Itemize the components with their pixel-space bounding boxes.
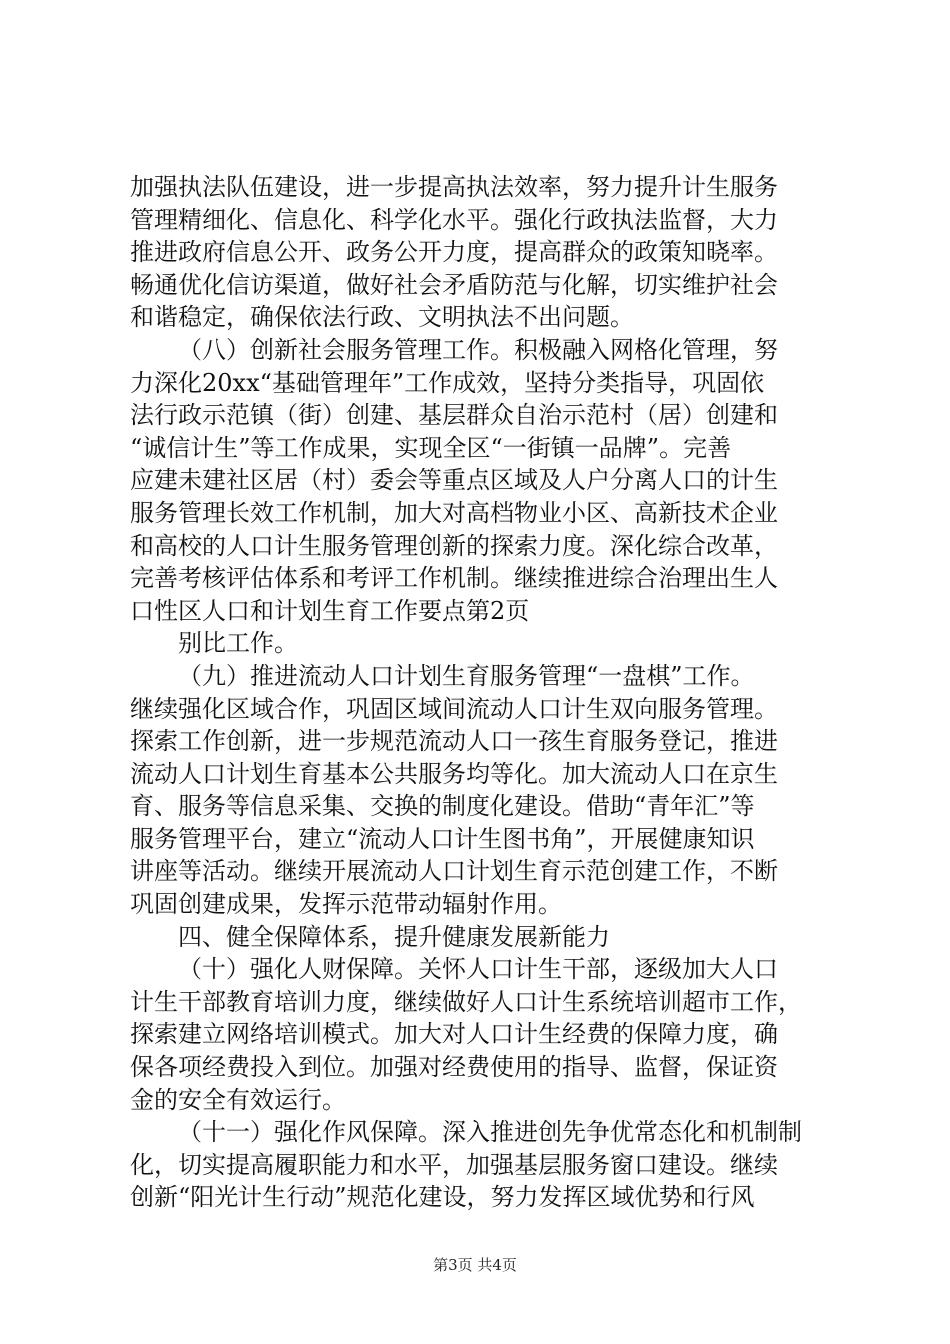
text-line: （八）创新社会服务管理工作。积极融入网格化管理，努 <box>178 335 778 364</box>
document-body <box>130 171 830 1214</box>
text-line: 巩固创建成果，发挥示范带动辐射作用。 <box>130 890 562 919</box>
text-line: 金的安全有效运行。 <box>130 1085 346 1114</box>
text-line: 法行政示范镇（街）创建、基层群众自治示范村（居）创建和 <box>130 401 778 430</box>
page-number-footer: 第3页 共4页 <box>433 1256 517 1274</box>
text-line: 育、服务等信息采集、交换的制度化建设。借助“青年汇”等 <box>130 792 755 821</box>
section-heading: 四、健全保障体系，提升健康发展新能力 <box>178 922 610 951</box>
text-line: 完善考核评估体系和考评工作机制。继续推进综合治理出生人 <box>130 564 778 593</box>
text-line: 保各项经费投入到位。加强对经费使用的指导、监督，保证资 <box>130 1053 778 1082</box>
text-line: 和谐稳定，确保依法行政、文明执法不出问题。 <box>130 303 634 332</box>
text-line: 力深化20xx“基础管理年”工作成效，坚持分类指导，巩固依 <box>130 368 765 397</box>
text-line: （十一）强化作风保障。深入推进创先争优常态化和机制制 <box>178 1118 802 1147</box>
text-line: 服务管理平台，建立“流动人口计生图书角”，开展健康知识 <box>130 824 755 853</box>
text-line: 口性区人口和计划生育工作要点第2页 <box>130 596 530 625</box>
text-line: 讲座等活动。继续开展流动人口计划生育示范创建工作，不断 <box>130 857 778 886</box>
text-line: 应建未建社区居（村）委会等重点区域及人户分离人口的计生 <box>130 466 778 495</box>
text-line: 创新“阳光计生行动”规范化建设，努力发挥区域优势和行风 <box>130 1183 755 1212</box>
text-line: 化，切实提高履职能力和水平，加强基层服务窗口建设。继续 <box>130 1150 778 1179</box>
text-line: 加强执法队伍建设，进一步提高执法效率，努力提升计生服务 <box>130 173 778 201</box>
text-line: 流动人口计划生育基本公共服务均等化。加大流动人口在京生 <box>130 759 778 788</box>
text-line: 别比工作。 <box>178 629 298 658</box>
text-line: 探索工作创新，进一步规范流动人口一孩生育服务登记，推进 <box>130 727 778 756</box>
text-line: “诚信计生”等工作成果，实现全区“一街镇一品牌”。完善 <box>130 433 732 462</box>
text-line: 畅通优化信访渠道，做好社会矛盾防范与化解，切实维护社会 <box>130 270 778 299</box>
text-line: 和高校的人口计生服务管理创新的探索力度。深化综合改革， <box>130 531 778 560</box>
text-line: 继续强化区域合作，巩固区域间流动人口计生双向服务管理。 <box>130 694 778 723</box>
text-line: 推进政府信息公开、政务公开力度，提高群众的政策知晓率。 <box>130 238 778 267</box>
text-line: 管理精细化、信息化、科学化水平。强化行政执法监督，大力 <box>130 205 778 234</box>
text-line: （九）推进流动人口计划生育服务管理“一盘棋”工作。 <box>178 661 755 690</box>
text-line: 服务管理长效工作机制，加大对高档物业小区、高新技术企业 <box>130 498 778 527</box>
text-line: 计生干部教育培训力度，继续做好人口计生系统培训超市工作， <box>130 987 802 1016</box>
text-line: （十）强化人财保障。关怀人口计生干部，逐级加大人口 <box>178 955 778 984</box>
text-line: 探索建立网络培训模式。加大对人口计生经费的保障力度，确 <box>130 1020 778 1049</box>
